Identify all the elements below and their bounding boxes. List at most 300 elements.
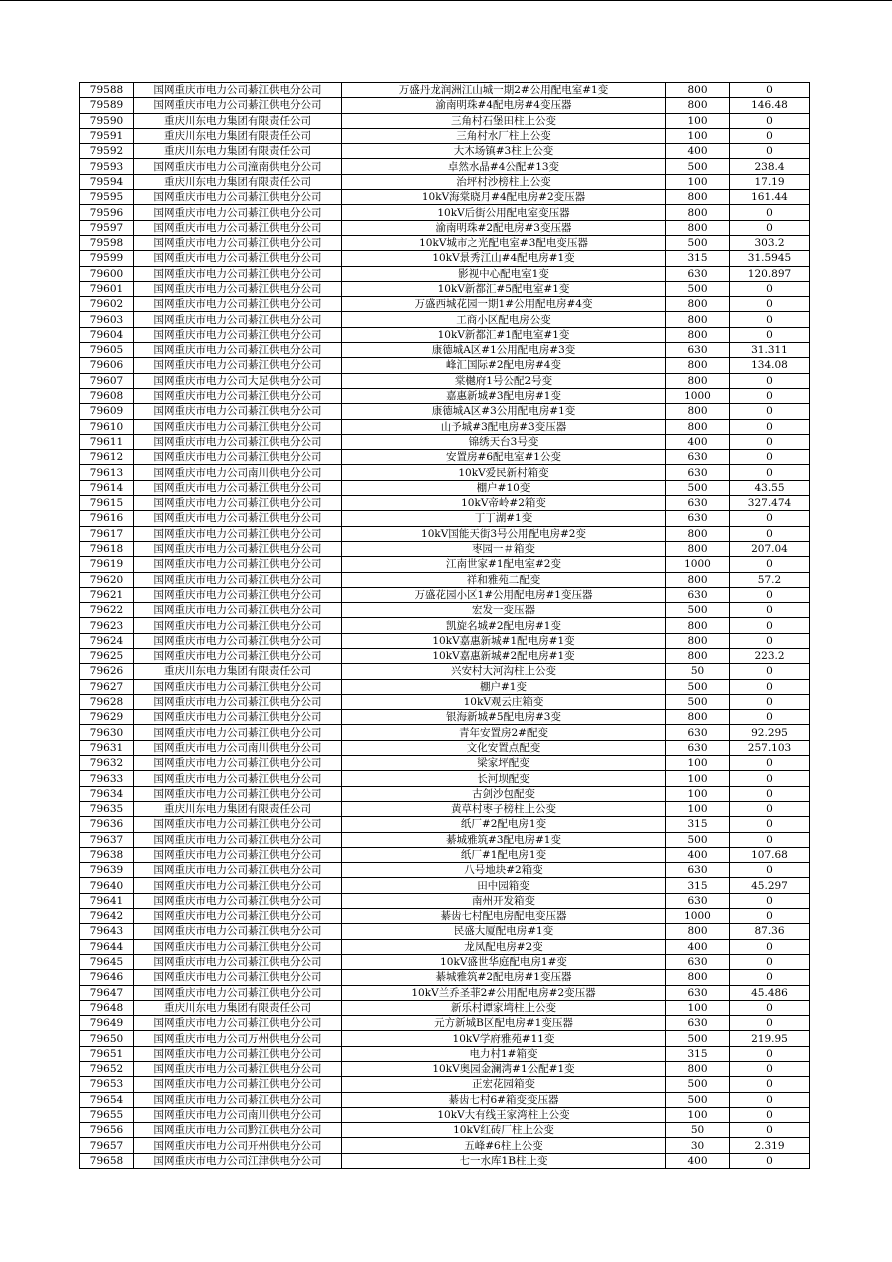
transformer-name-cell: 梁家坪配变 (342, 756, 666, 771)
company-cell: 国网重庆市电力公司綦江供电分公司 (134, 909, 342, 924)
table-row (80, 786, 810, 801)
row-id-cell: 79645 (80, 954, 134, 969)
transformer-name-cell: 民盛大厦配电房#1变 (342, 924, 666, 939)
value-cell: 0 (730, 694, 810, 709)
row-id-cell: 79609 (80, 404, 134, 419)
value-cell: 0 (730, 1123, 810, 1138)
row-id-cell: 79641 (80, 893, 134, 908)
row-id-cell: 79621 (80, 587, 134, 602)
transformer-name-cell: 宏发一变压器 (342, 603, 666, 618)
transformer-name-cell: 10kV红砖厂柱上公变 (342, 1123, 666, 1138)
row-id-cell: 79616 (80, 511, 134, 526)
value-cell: 238.4 (730, 159, 810, 174)
transformer-name-cell: 綦齿七村6#箱变变压器 (342, 1092, 666, 1107)
value-cell: 161.44 (730, 190, 810, 205)
company-cell: 国网重庆市电力公司綦江供电分公司 (134, 327, 342, 342)
transformer-name-cell: 田中园箱变 (342, 878, 666, 893)
transformer-name-cell: 正宏花园箱变 (342, 1077, 666, 1092)
value-cell: 0 (730, 756, 810, 771)
transformer-name-cell: 古剑沙包配变 (342, 786, 666, 801)
transformer-name-cell: 安置房#6配电室#1公变 (342, 450, 666, 465)
row-id-cell: 79625 (80, 648, 134, 663)
capacity-cell: 315 (666, 1046, 730, 1061)
transformer-name-cell: 卓然水晶#4公配#13变 (342, 159, 666, 174)
company-cell: 国网重庆市电力公司綦江供电分公司 (134, 511, 342, 526)
transformer-name-cell: 10kV兰乔圣菲2#公用配电房#2变压器 (342, 985, 666, 1000)
row-id-cell: 79597 (80, 220, 134, 235)
transformer-name-cell: 10kV新都汇#1配电室#1变 (342, 327, 666, 342)
row-id-cell: 79644 (80, 939, 134, 954)
capacity-cell: 100 (666, 1107, 730, 1122)
table-row (80, 541, 810, 556)
row-id-cell: 79657 (80, 1138, 134, 1153)
capacity-cell: 800 (666, 970, 730, 985)
capacity-cell: 500 (666, 480, 730, 495)
capacity-cell: 800 (666, 618, 730, 633)
transformer-name-cell: 棚户#1变 (342, 679, 666, 694)
company-cell: 国网重庆市电力公司綦江供电分公司 (134, 1046, 342, 1061)
company-cell: 国网重庆市电力公司綦江供电分公司 (134, 266, 342, 281)
transformer-name-cell: 渝南明珠#4配电房#4变压器 (342, 98, 666, 113)
company-cell: 国网重庆市电力公司潼南供电分公司 (134, 159, 342, 174)
company-cell: 国网重庆市电力公司綦江供电分公司 (134, 450, 342, 465)
row-id-cell: 79588 (80, 83, 134, 98)
table-row (80, 603, 810, 618)
capacity-cell: 100 (666, 756, 730, 771)
row-id-cell: 79654 (80, 1092, 134, 1107)
transformer-name-cell: 祥和雅苑二配变 (342, 572, 666, 587)
capacity-cell: 800 (666, 358, 730, 373)
row-id-cell: 79604 (80, 327, 134, 342)
row-id-cell: 79593 (80, 159, 134, 174)
company-cell: 国网重庆市电力公司綦江供电分公司 (134, 190, 342, 205)
row-id-cell: 79627 (80, 679, 134, 694)
company-cell: 国网重庆市电力公司綦江供电分公司 (134, 83, 342, 98)
value-cell: 0 (730, 297, 810, 312)
company-cell: 国网重庆市电力公司綦江供电分公司 (134, 220, 342, 235)
capacity-cell: 50 (666, 1123, 730, 1138)
value-cell: 0 (730, 801, 810, 816)
value-cell: 0 (730, 664, 810, 679)
transformer-name-cell: 万盛西城花园一期1#公用配电房#4变 (342, 297, 666, 312)
company-cell: 重庆川东电力集团有限责任公司 (134, 128, 342, 143)
value-cell: 0 (730, 434, 810, 449)
table-row (80, 756, 810, 771)
row-id-cell: 79628 (80, 694, 134, 709)
value-cell: 0 (730, 603, 810, 618)
value-cell: 0 (730, 404, 810, 419)
company-cell: 国网重庆市电力公司綦江供电分公司 (134, 419, 342, 434)
table-row (80, 144, 810, 159)
value-cell: 134.08 (730, 358, 810, 373)
capacity-cell: 800 (666, 419, 730, 434)
table-body (80, 83, 810, 1169)
value-cell: 0 (730, 373, 810, 388)
value-cell: 0 (730, 327, 810, 342)
row-id-cell: 79653 (80, 1077, 134, 1092)
value-cell: 0 (730, 832, 810, 847)
capacity-cell: 630 (666, 1016, 730, 1031)
company-cell: 国网重庆市电力公司綦江供电分公司 (134, 480, 342, 495)
capacity-cell: 800 (666, 541, 730, 556)
table-row (80, 205, 810, 220)
value-cell: 0 (730, 1000, 810, 1015)
row-id-cell: 79640 (80, 878, 134, 893)
row-id-cell: 79634 (80, 786, 134, 801)
transformer-name-cell: 綦城雅筑#3配电房#1变 (342, 832, 666, 847)
value-cell: 0 (730, 1062, 810, 1077)
value-cell: 0 (730, 450, 810, 465)
table-row (80, 113, 810, 128)
company-cell: 重庆川东电力集团有限责任公司 (134, 174, 342, 189)
value-cell: 0 (730, 557, 810, 572)
company-cell: 国网重庆市电力公司綦江供电分公司 (134, 924, 342, 939)
table-row (80, 128, 810, 143)
table-row (80, 83, 810, 98)
company-cell: 国网重庆市电力公司綦江供电分公司 (134, 878, 342, 893)
row-id-cell: 79611 (80, 434, 134, 449)
transformer-name-cell: 10kV景秀江山#4配电房#1变 (342, 251, 666, 266)
company-cell: 重庆川东电力集团有限责任公司 (134, 113, 342, 128)
company-cell: 国网重庆市电力公司綦江供电分公司 (134, 710, 342, 725)
table-row (80, 251, 810, 266)
transformer-name-cell: 10kV学府雅苑#11变 (342, 1031, 666, 1046)
company-cell: 国网重庆市电力公司綦江供电分公司 (134, 557, 342, 572)
value-cell: 0 (730, 220, 810, 235)
table-row (80, 725, 810, 740)
transformer-name-cell: 万盛花园小区1#公用配电房#1变压器 (342, 587, 666, 602)
value-cell: 0 (730, 1092, 810, 1107)
company-cell: 国网重庆市电力公司綦江供电分公司 (134, 817, 342, 832)
company-cell: 国网重庆市电力公司南川供电分公司 (134, 465, 342, 480)
capacity-cell: 30 (666, 1138, 730, 1153)
row-id-cell: 79650 (80, 1031, 134, 1046)
table-row (80, 1000, 810, 1015)
value-cell: 0 (730, 786, 810, 801)
capacity-cell: 500 (666, 832, 730, 847)
capacity-cell: 800 (666, 205, 730, 220)
company-cell: 国网重庆市电力公司綦江供电分公司 (134, 633, 342, 648)
value-cell: 0 (730, 312, 810, 327)
transformer-name-cell: 棠樾府1号公配2号变 (342, 373, 666, 388)
value-cell: 0 (730, 939, 810, 954)
table-row (80, 496, 810, 511)
transformer-name-cell: 纸厂#1配电房1变 (342, 847, 666, 862)
company-cell: 国网重庆市电力公司綦江供电分公司 (134, 694, 342, 709)
row-id-cell: 79639 (80, 863, 134, 878)
capacity-cell: 800 (666, 83, 730, 98)
table-row (80, 648, 810, 663)
value-cell: 207.04 (730, 541, 810, 556)
table-row (80, 832, 810, 847)
table-row (80, 633, 810, 648)
transformer-name-cell: 银海新城#5配电房#3变 (342, 710, 666, 725)
value-cell: 0 (730, 1153, 810, 1168)
transformer-name-cell: 锦绣天台3号变 (342, 434, 666, 449)
value-cell: 0 (730, 465, 810, 480)
transformer-name-cell: 电力村1#箱变 (342, 1046, 666, 1061)
capacity-cell: 800 (666, 373, 730, 388)
capacity-cell: 100 (666, 801, 730, 816)
company-cell: 国网重庆市电力公司綦江供电分公司 (134, 541, 342, 556)
table-row (80, 893, 810, 908)
capacity-cell: 630 (666, 511, 730, 526)
value-cell: 0 (730, 710, 810, 725)
row-id-cell: 79623 (80, 618, 134, 633)
company-cell: 国网重庆市电力公司开州供电分公司 (134, 1138, 342, 1153)
company-cell: 国网重庆市电力公司綦江供电分公司 (134, 939, 342, 954)
company-cell: 国网重庆市电力公司南川供电分公司 (134, 740, 342, 755)
row-id-cell: 79600 (80, 266, 134, 281)
row-id-cell: 79596 (80, 205, 134, 220)
company-cell: 重庆川东电力集团有限责任公司 (134, 801, 342, 816)
table-row (80, 434, 810, 449)
transformer-name-cell: 10kV观云庄箱变 (342, 694, 666, 709)
company-cell: 重庆川东电力集团有限责任公司 (134, 664, 342, 679)
value-cell: 0 (730, 893, 810, 908)
table-row (80, 1107, 810, 1122)
capacity-cell: 315 (666, 251, 730, 266)
table-row (80, 235, 810, 250)
row-id-cell: 79595 (80, 190, 134, 205)
table-row (80, 388, 810, 403)
transformer-name-cell: 治坪村沙榜柱上公变 (342, 174, 666, 189)
table-row (80, 710, 810, 725)
capacity-cell: 1000 (666, 388, 730, 403)
value-cell: 0 (730, 83, 810, 98)
table-row (80, 1016, 810, 1031)
table-row (80, 618, 810, 633)
capacity-cell: 400 (666, 1153, 730, 1168)
row-id-cell: 79598 (80, 235, 134, 250)
capacity-cell: 630 (666, 985, 730, 1000)
table-row (80, 985, 810, 1000)
value-cell: 0 (730, 205, 810, 220)
company-cell: 重庆川东电力集团有限责任公司 (134, 1000, 342, 1015)
transformer-name-cell: 枣园一＃箱变 (342, 541, 666, 556)
capacity-cell: 630 (666, 587, 730, 602)
capacity-cell: 630 (666, 740, 730, 755)
row-id-cell: 79632 (80, 756, 134, 771)
row-id-cell: 79615 (80, 496, 134, 511)
transformer-name-cell: 纸厂#2配电房1变 (342, 817, 666, 832)
row-id-cell: 79643 (80, 924, 134, 939)
value-cell: 87.36 (730, 924, 810, 939)
capacity-cell: 100 (666, 786, 730, 801)
company-cell: 国网重庆市电力公司綦江供电分公司 (134, 434, 342, 449)
company-cell: 国网重庆市电力公司綦江供电分公司 (134, 343, 342, 358)
table-row (80, 1123, 810, 1138)
capacity-cell: 800 (666, 98, 730, 113)
transformer-name-cell: 三角村水厂柱上公变 (342, 128, 666, 143)
capacity-cell: 100 (666, 128, 730, 143)
table-row (80, 679, 810, 694)
capacity-cell: 1000 (666, 557, 730, 572)
table-row (80, 1031, 810, 1046)
transformer-name-cell: 兴安村大河沟柱上公变 (342, 664, 666, 679)
transformer-name-cell: 影视中心配电室1变 (342, 266, 666, 281)
table-row (80, 327, 810, 342)
value-cell: 0 (730, 511, 810, 526)
capacity-cell: 630 (666, 343, 730, 358)
transformer-name-cell: 嘉惠新城#3配电房#1变 (342, 388, 666, 403)
row-id-cell: 79607 (80, 373, 134, 388)
company-cell: 国网重庆市电力公司江津供电分公司 (134, 1153, 342, 1168)
capacity-cell: 800 (666, 572, 730, 587)
company-cell: 国网重庆市电力公司綦江供电分公司 (134, 1092, 342, 1107)
row-id-cell: 79649 (80, 1016, 134, 1031)
company-cell: 国网重庆市电力公司綦江供电分公司 (134, 388, 342, 403)
table-row (80, 1046, 810, 1061)
page-top-rule (0, 0, 892, 1)
transformer-name-cell: 10kV大有线王家湾柱上公变 (342, 1107, 666, 1122)
value-cell: 107.68 (730, 847, 810, 862)
row-id-cell: 79614 (80, 480, 134, 495)
transformer-name-cell: 丁丁湖#1变 (342, 511, 666, 526)
table-row (80, 740, 810, 755)
transformer-name-cell: 10kV城市之光配电室#3配电变压器 (342, 235, 666, 250)
capacity-cell: 630 (666, 954, 730, 969)
row-id-cell: 79605 (80, 343, 134, 358)
capacity-cell: 630 (666, 893, 730, 908)
transformer-name-cell: 三角村石堡田柱上公变 (342, 113, 666, 128)
transformer-name-cell: 康德城A区#3公用配电房#1变 (342, 404, 666, 419)
transformer-name-cell: 工商小区配电房公变 (342, 312, 666, 327)
value-cell: 2.319 (730, 1138, 810, 1153)
transformer-name-cell: 10kV嘉惠新城#1配电房#1变 (342, 633, 666, 648)
company-cell: 国网重庆市电力公司綦江供电分公司 (134, 98, 342, 113)
table-row (80, 801, 810, 816)
value-cell: 92.295 (730, 725, 810, 740)
value-cell: 0 (730, 863, 810, 878)
transformer-name-cell: 10kV海棠晓月#4配电房#2变压器 (342, 190, 666, 205)
transformer-name-cell: 南州开发箱变 (342, 893, 666, 908)
value-cell: 0 (730, 679, 810, 694)
table-row (80, 771, 810, 786)
row-id-cell: 79617 (80, 526, 134, 541)
table-row (80, 297, 810, 312)
capacity-cell: 100 (666, 1000, 730, 1015)
company-cell: 国网重庆市电力公司綦江供电分公司 (134, 496, 342, 511)
transformer-name-cell: 五峰#6柱上公变 (342, 1138, 666, 1153)
value-cell: 0 (730, 1107, 810, 1122)
table-row (80, 98, 810, 113)
table-row (80, 817, 810, 832)
table-row (80, 664, 810, 679)
value-cell: 0 (730, 1016, 810, 1031)
row-id-cell: 79590 (80, 113, 134, 128)
company-cell: 国网重庆市电力公司綦江供电分公司 (134, 281, 342, 296)
capacity-cell: 630 (666, 725, 730, 740)
capacity-cell: 800 (666, 312, 730, 327)
transformer-name-cell: 10kV盛世华庭配电房1#变 (342, 954, 666, 969)
capacity-cell: 1000 (666, 909, 730, 924)
table-row (80, 557, 810, 572)
row-id-cell: 79619 (80, 557, 134, 572)
value-cell: 223.2 (730, 648, 810, 663)
value-cell: 257.103 (730, 740, 810, 755)
row-id-cell: 79630 (80, 725, 134, 740)
table-row (80, 343, 810, 358)
table-row (80, 1153, 810, 1168)
value-cell: 0 (730, 281, 810, 296)
table-row (80, 480, 810, 495)
value-cell: 0 (730, 587, 810, 602)
row-id-cell: 79606 (80, 358, 134, 373)
transformer-name-cell: 10kV帝岭#2箱变 (342, 496, 666, 511)
table-row (80, 419, 810, 434)
company-cell: 国网重庆市电力公司綦江供电分公司 (134, 985, 342, 1000)
row-id-cell: 79647 (80, 985, 134, 1000)
capacity-cell: 100 (666, 113, 730, 128)
transformer-name-cell: 渝南明珠#2配电房#3变压器 (342, 220, 666, 235)
capacity-cell: 500 (666, 1092, 730, 1107)
transformer-name-cell: 江南世家#1配电室#2变 (342, 557, 666, 572)
row-id-cell: 79589 (80, 98, 134, 113)
value-cell: 0 (730, 954, 810, 969)
table-row (80, 526, 810, 541)
capacity-cell: 630 (666, 450, 730, 465)
company-cell: 国网重庆市电力公司万州供电分公司 (134, 1031, 342, 1046)
table-row (80, 587, 810, 602)
transformer-name-cell: 康德城A区#1公用配电房#3变 (342, 343, 666, 358)
transformer-name-cell: 凯旋名城#2配电房#1变 (342, 618, 666, 633)
row-id-cell: 79629 (80, 710, 134, 725)
table-row (80, 694, 810, 709)
row-id-cell: 79603 (80, 312, 134, 327)
value-cell: 0 (730, 771, 810, 786)
company-cell: 国网重庆市电力公司綦江供电分公司 (134, 970, 342, 985)
transformer-name-cell: 綦城雅筑#2配电房#1变压器 (342, 970, 666, 985)
company-cell: 国网重庆市电力公司綦江供电分公司 (134, 587, 342, 602)
row-id-cell: 79652 (80, 1062, 134, 1077)
value-cell: 45.297 (730, 878, 810, 893)
row-id-cell: 79658 (80, 1153, 134, 1168)
value-cell: 0 (730, 526, 810, 541)
value-cell: 0 (730, 817, 810, 832)
table-row (80, 358, 810, 373)
value-cell: 0 (730, 419, 810, 434)
row-id-cell: 79613 (80, 465, 134, 480)
value-cell: 0 (730, 909, 810, 924)
company-cell: 国网重庆市电力公司綦江供电分公司 (134, 358, 342, 373)
transformer-name-cell: 10kV爱民新村箱变 (342, 465, 666, 480)
transformer-name-cell: 10kV奥园金澜湾#1公配#1变 (342, 1062, 666, 1077)
table-row (80, 450, 810, 465)
capacity-cell: 500 (666, 679, 730, 694)
company-cell: 国网重庆市电力公司黔江供电分公司 (134, 1123, 342, 1138)
table-row (80, 174, 810, 189)
transformer-name-cell: 黄草村枣子榜柱上公变 (342, 801, 666, 816)
capacity-cell: 400 (666, 847, 730, 862)
capacity-cell: 800 (666, 404, 730, 419)
capacity-cell: 100 (666, 771, 730, 786)
row-id-cell: 79648 (80, 1000, 134, 1015)
row-id-cell: 79638 (80, 847, 134, 862)
capacity-cell: 800 (666, 190, 730, 205)
transformer-name-cell: 綦齿七村配电房配电变压器 (342, 909, 666, 924)
row-id-cell: 79608 (80, 388, 134, 403)
capacity-cell: 500 (666, 603, 730, 618)
value-cell: 0 (730, 144, 810, 159)
capacity-cell: 630 (666, 863, 730, 878)
company-cell: 国网重庆市电力公司綦江供电分公司 (134, 297, 342, 312)
value-cell: 0 (730, 1046, 810, 1061)
row-id-cell: 79601 (80, 281, 134, 296)
value-cell: 17.19 (730, 174, 810, 189)
capacity-cell: 800 (666, 526, 730, 541)
value-cell: 0 (730, 388, 810, 403)
